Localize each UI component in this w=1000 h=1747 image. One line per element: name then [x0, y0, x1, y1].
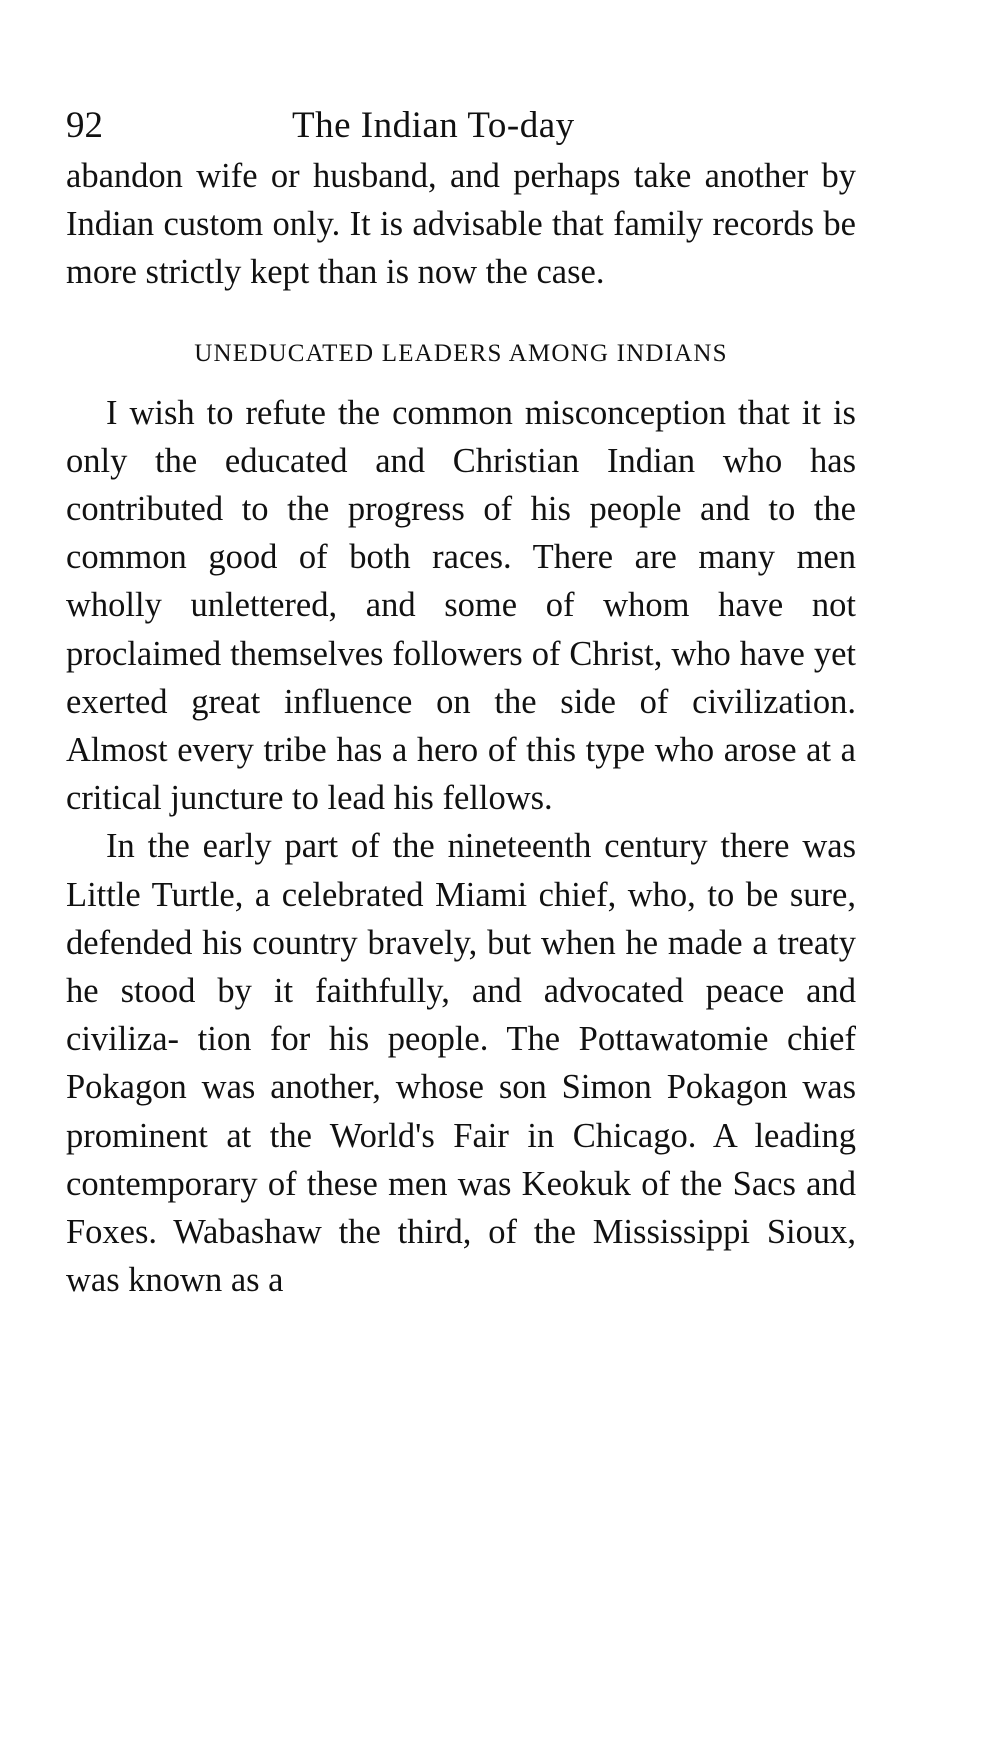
page-text: [66, 152, 856, 1304]
running-header: [66, 100, 856, 152]
continuation-paragraph: abandon wife or husband, and perhaps take another by Indian custom only. It is advisable that family records be more strictly kept than is now the case.: [66, 157, 856, 292]
section-heading: UNEDUCATED LEADERS AMONG INDIANS: [194, 339, 728, 367]
body-paragraph: In the early part of the nineteenth century there was Little Turtle, a celebrated Miami chief, who, to be sure, defended his country bravely, but when he made a treaty he stood by it faithfully, and advocated peace and civiliza- tion for his people. The Pottawatomie chief Pokagon was another, whose son Simon Pokagon was prominent at the World's Fair in Chicago. A leading contemporary of these men was Keokuk of the Sacs and Foxes. Wabashaw the third, of the Mississippi Sioux, was known as a: [66, 827, 856, 1300]
book-page: [66, 100, 856, 1304]
page-number: 92: [66, 105, 103, 146]
running-title: The Indian To-day: [292, 105, 575, 146]
body-paragraph: I wish to refute the common misconception that it is only the educated and Christian Indian who has contributed to the progress of his people and to the common good of both races. There are many men wholly unlettered, and some of whom have not proclaimed themselves followers of Christ, who have yet exerted great influence on the side of civilization. Almost every tribe has a hero of this type who arose at a critical juncture to lead his fellows.: [66, 393, 856, 818]
